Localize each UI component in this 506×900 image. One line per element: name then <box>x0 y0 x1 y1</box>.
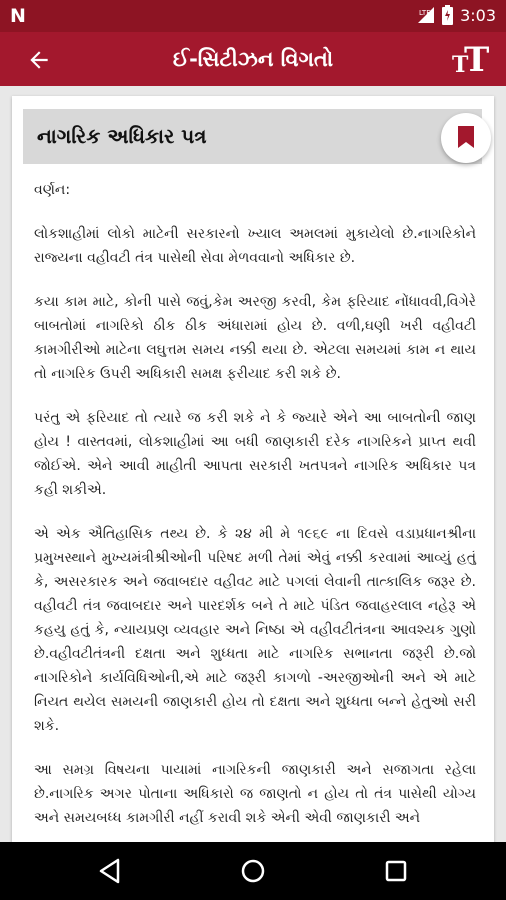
status-time: 3:03 <box>460 5 496 25</box>
text-size-icon[interactable]: T T <box>452 40 490 80</box>
n-notification-icon: N <box>10 5 26 27</box>
card-header <box>23 109 482 164</box>
paragraph: એ એક ઐતિહાસિક તથ્ય છે. કે ૨૪ મી મે ૧૯૬૯ ના દિવસે વડાપ્રધાનશ્રીના પ્રમુખસ્થાને મુખ્યમંત્રીશ્રીઓની પરિષદ મળી તેમાં એવું નક્કી કરવામાં આવ્યું હતું કે, અસરકારક અને જવાબદાર વહીવટ માટે પગલાં લેવાની તાત્કાલિક જરૂર છે. વહીવટી તંત્ર જવાબદાર અને પારદર્શક બને તે માટે પંડિત જવાહરલાલ નહેરૂ એ કહયુ હતું કે, ન્યાયપ્રણ વ્યવહાર અને નિષ્ઠા એ વહીવટીતંત્રના આવશ્યક ગુણો છે.વહીવટીતંત્રની દક્ષતા અને શુધ્ધતા માટે નાગરિક સભાનતા જરૂરી છે.જો નાગરિકોને કાર્યવિધિઓની,એ માટે જરૂરી કાગળો -અરજીઓની અને એ માટે નિયત થયેલ સમયની જાણકારી હોય તો દક્ષતા અને શુધ્ધતા બન્ને હેતુઓ સરી શકે. <box>34 526 476 734</box>
paragraph: આ સમગ્ર વિષયના પાયામાં નાગરિકની જાણકારી અને સજાગતા રહેલા છે.નાગરિક અગર પોતાના અધિકારો જ જાણતો ન હોય તો તંત્ર પાસેથી યોગ્ય અને સમયબધ્ધ કામગીરી નહીં કરાવી શકે એની એવી જાણકારી અને <box>34 762 476 826</box>
app-bar <box>0 32 506 86</box>
paragraph: પરંતુ એ ફરિયાદ તો ત્યારે જ કરી શકે ને કે જ્યારે એને આ બાબતોની જાણ હોય ! વાસ્તવમાં, લોકશાહીમાં આ બધી જાણકારી દરેક નાગરિકને પ્રાપ્ત થવી જોઈએ. એને આવી માહીતી આપતા સરકારી ખતપત્રને નાગરિક અધિકાર પત્ર કહી શકીએ. <box>34 410 476 498</box>
svg-text:LTE: LTE <box>419 9 431 17</box>
status-icons <box>417 5 496 25</box>
paragraph: લોકશાહીમાં લોકો માટેની સરકારનો ખ્યાલ અમલમાં મુકાયેલો છે.નાગરિકોને રાજ્યના વહીવટી તંત્ર પાસેથી સેવા મેળવવાનો અધિકાર છે. <box>34 226 476 266</box>
bookmark-icon <box>458 126 474 148</box>
status-bar <box>0 0 506 32</box>
navigation-bar <box>0 842 506 900</box>
nav-back-icon[interactable] <box>96 856 126 886</box>
description-label: વર્ણન: <box>34 182 71 198</box>
card-title: નાગરિક અધિકાર પત્ર <box>37 124 207 148</box>
battery-icon <box>442 5 453 25</box>
nav-recents-icon[interactable] <box>381 856 411 886</box>
card-body <box>34 178 476 850</box>
back-arrow-icon[interactable] <box>26 47 52 73</box>
paragraph: કયા કામ માટે, કોની પાસે જવું,કેમ અરજી કરવી, કેમ ફરિયાદ નોંધાવવી,વિગેરે બાબતોમાં નાગરિકો ઠીક ઠીક અંધારામાં હોય છે. વળી,ઘણી ખરી વહીવટી કામગીરીઓ માટેના લઘુત્તમ સમય નક્કી થયા છે. એટલા સમયમાં કામ ન થાય તો નાગરિક ઉપરી અધિકારી સમક્ષ ફરીયાદ કરી શકે છે. <box>34 294 476 382</box>
content-card <box>12 96 494 856</box>
bookmark-button[interactable] <box>441 113 491 163</box>
page-title: ઈ-સિટીઝન વિગતો <box>172 47 334 71</box>
nav-home-icon[interactable] <box>238 856 268 886</box>
signal-icon <box>417 6 435 24</box>
